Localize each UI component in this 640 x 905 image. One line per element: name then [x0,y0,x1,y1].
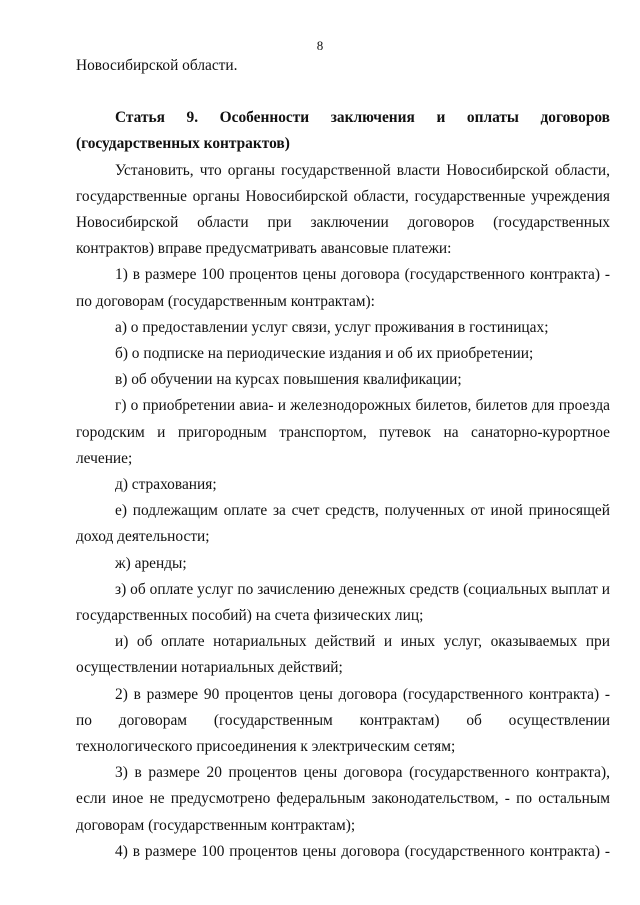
list-item: б) о подписке на периодические издания и об их приобретении; [115,345,534,363]
paragraph: Установить, что органы государственной власти Новосибирской области, государственные органы Новосибирской области, государственные учреждения Новосибирской области при заключении договоров (государственных контрактов) вправе предусматривать авансовые платежи: [76,161,610,258]
list-item: ж) аренды; [115,554,187,572]
article-heading-line2: (государственных контрактов) [76,135,290,153]
heading-word: Особенности [219,109,310,127]
list-item: а) о предоставлении услуг связи, услуг проживания в гостиницах; [115,318,549,336]
paragraph: 1) в размере 100 процентов цены договора (государственного контракта) - по договорам (государственным контрактам): [76,266,610,310]
list-item: в) об обучении на курсах повышения квалификации; [115,371,462,389]
heading-word: и [436,109,446,127]
list-item: г) о приобретении авиа- и железнодорожных билетов, билетов для проезда городским и пригородным транспортом, путевок на санаторно-курортное лечение; [76,397,610,467]
page-number: 8 [316,38,324,53]
heading-word: заключения [330,109,415,127]
spacer [76,79,610,105]
list-item: д) страхования; [115,476,217,494]
paragraph: 4) в размере 100 процентов цены договора (государственного контракта) - [115,842,610,860]
list-item: з) об оплате услуг по зачислению денежных средств (социальных выплат и государственных пособий) на счета физических лиц; [76,580,610,625]
heading-word: оплаты [466,109,519,127]
list-item: и) об оплате нотариальных действий и иных услуг, оказываемых при осуществлении нотариальных действий; [76,633,610,677]
heading-word: договоров [540,109,610,127]
document-body [76,53,610,865]
intro-fragment: Новосибирской области. [76,57,238,74]
heading-word: Статья [115,109,165,127]
article-heading-line1 [76,105,610,131]
paragraph: 2) в размере 90 процентов цены договора (государственного контракта) - по договорам (государственным контрактам) об осуществлении технологического присоединения к электрическим сетям; [76,685,610,756]
article-heading [76,105,610,157]
paragraph: 3) в размере 20 процентов цены договора (государственного контракта), если иное не предусмотрено федеральным законодательством, - по остальным договорам (государственным контрактам); [76,764,610,834]
heading-word: 9. [186,109,199,127]
list-item: е) подлежащим оплате за счет средств, полученных от иной приносящей доход деятельности; [76,502,610,546]
